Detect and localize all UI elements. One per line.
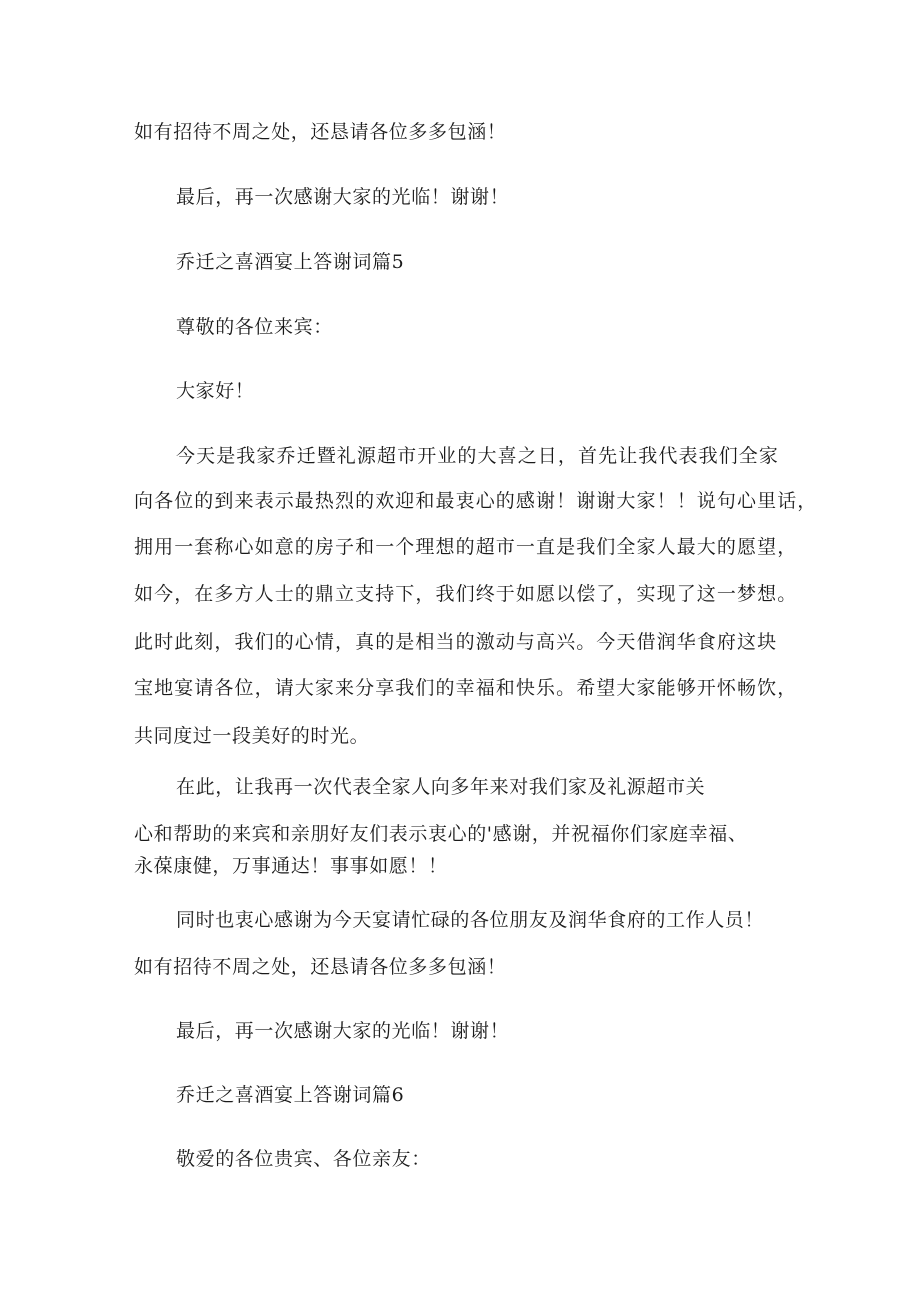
paragraph-line: 拥用一套称心如意的房子和一个理想的超市一直是我们全家人最大的愿望， <box>134 536 798 558</box>
paragraph-line: 此时此刻，我们的心情，真的是相当的激动与高兴。今天借润华食府这块 <box>134 631 778 653</box>
section-heading: 乔迁之喜酒宴上答谢词篇6 <box>176 1084 405 1106</box>
paragraph-line: 在此，让我再一次代表全家人向多年来对我们家及礼源超市关 <box>176 776 706 798</box>
paragraph-line: 今天是我家乔迁暨礼源超市开业的大喜之日，首先让我代表我们全家 <box>176 445 780 467</box>
paragraph-line: 如今，在多方人士的鼎立支持下，我们终于如愿以偿了，实现了这一梦想。 <box>134 583 798 605</box>
paragraph-line: 宝地宴请各位，请大家来分享我们的幸福和快乐。希望大家能够开怀畅饮， <box>134 677 798 699</box>
greeting: 大家好！ <box>176 380 255 402</box>
paragraph-line: 最后，再一次感谢大家的光临！谢谢！ <box>176 1020 510 1042</box>
paragraph-line: 心和帮助的来宾和亲朋好友们表示衷心的'感谢，并祝福你们家庭幸福、 <box>134 823 748 845</box>
salutation: 敬爱的各位贵宾、各位亲友： <box>176 1148 431 1170</box>
paragraph-line: 永葆康健，万事通达！事事如愿！！ <box>134 855 448 877</box>
paragraph-line: 最后，再一次感谢大家的光临！谢谢！ <box>176 186 510 208</box>
section-heading: 乔迁之喜酒宴上答谢词篇5 <box>176 251 405 273</box>
paragraph-line: 同时也衷心感谢为今天宴请忙碌的各位朋友及润华食府的工作人员！ <box>176 909 765 931</box>
paragraph-line: 共同度过一段美好的时光。 <box>134 725 370 747</box>
paragraph-line: 向各位的到来表示最热烈的欢迎和最衷心的感谢！谢谢大家！！说句心里话， <box>134 490 818 512</box>
paragraph-line: 如有招待不周之处，还恳请各位多多包涵！ <box>134 121 507 143</box>
salutation: 尊敬的各位来宾： <box>176 316 333 338</box>
paragraph-line: 如有招待不周之处，还恳请各位多多包涵！ <box>134 956 507 978</box>
